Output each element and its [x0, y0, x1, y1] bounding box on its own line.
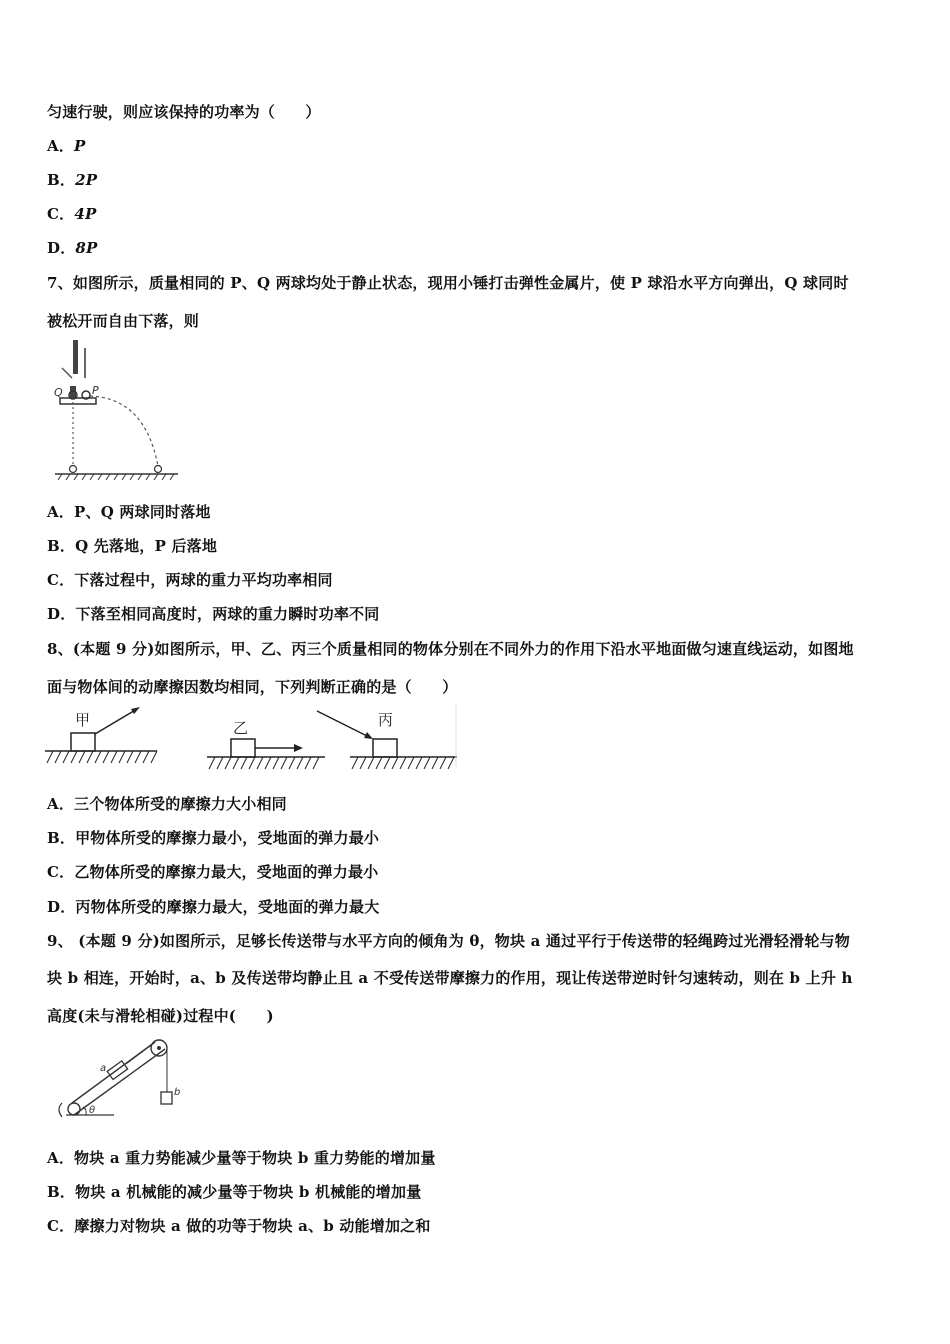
option-letter: A． — [47, 503, 75, 521]
q8-figure — [45, 703, 460, 773]
label-p: P — [92, 384, 99, 397]
option-letter: B． — [47, 1183, 76, 1201]
option-letter: B． — [47, 171, 76, 189]
q7-stem-line1: 7、如图所示，质量相同的 P、Q 两球均处于静止状态，现用小锤打击弹性金属片，使 P 球沿水平方向弹出，Q 球同时 — [47, 274, 849, 292]
q6-option-b[interactable] — [47, 169, 97, 190]
hammer-mark — [62, 368, 72, 378]
q8-option-d[interactable] — [47, 896, 379, 917]
option-text: 物块 a 机械能的减少量等于物块 b 机械能的增加量 — [75, 1183, 422, 1201]
q7-option-c[interactable] — [47, 569, 333, 590]
option-text: P — [74, 137, 86, 155]
q9-option-a[interactable] — [47, 1147, 436, 1168]
option-letter: B． — [47, 537, 76, 555]
metal-strip — [84, 348, 86, 378]
label-q: Q — [54, 386, 63, 399]
q9-option-b[interactable] — [47, 1181, 421, 1202]
q9-stem-line2: 块 b 相连，开始时，a、b 及传送带均静止且 a 不受传送带摩擦力的作用，现让传送带逆时针匀速转动，则在 b 上升 h — [47, 969, 853, 987]
option-text: 2P — [75, 171, 98, 189]
option-text: 下落至相同高度时，两球的重力瞬时功率不同 — [75, 605, 380, 623]
option-text: 4P — [74, 205, 97, 223]
option-letter: C． — [47, 1217, 75, 1235]
block-b — [161, 1092, 172, 1104]
q8-stem-line2: 面与物体间的动摩擦因数均相同，下列判断正确的是（ ） — [47, 678, 458, 696]
q7-option-b[interactable] — [47, 535, 217, 556]
object-jia — [45, 707, 157, 763]
option-letter: D． — [47, 898, 76, 916]
option-text: 物块 a 重力势能减少量等于物块 b 重力势能的增加量 — [74, 1149, 436, 1167]
option-letter: D． — [47, 239, 76, 257]
rotation-arrow — [59, 1103, 62, 1117]
hammer-handle — [73, 340, 78, 374]
q9-stem-line3: 高度(未与滑轮相碰)过程中( ) — [47, 1007, 274, 1025]
object-bing — [317, 703, 457, 769]
q8-option-a[interactable] — [47, 793, 287, 814]
option-letter: A． — [47, 1149, 75, 1167]
label-yi: 乙 — [233, 719, 249, 737]
option-text: 下落过程中，两球的重力平均功率相同 — [74, 571, 333, 589]
q6-option-c[interactable] — [47, 203, 96, 224]
option-text: 摩擦力对物块 a 做的功等于物块 a、b 动能增加之和 — [74, 1217, 431, 1235]
q9-figure — [52, 1033, 192, 1125]
label-theta: θ — [89, 1105, 96, 1116]
q8-option-c[interactable] — [47, 861, 378, 882]
q7-stem-line2: 被松开而自由下落，则 — [47, 312, 200, 330]
q9-stem-line1: 9、 (本题 9 分)如图所示，足够长传送带与水平方向的倾角为 θ，物块 a 通过平行于传送带的轻绳跨过光滑轻滑轮与物 — [47, 932, 850, 950]
option-letter: C． — [47, 863, 75, 881]
q6-stem-tail: 匀速行驶，则应该保持的功率为（ ） — [47, 103, 321, 121]
option-letter: B． — [47, 829, 76, 847]
q7-option-d[interactable] — [47, 603, 379, 624]
ball-p-landed — [155, 466, 162, 473]
q9-option-c[interactable] — [47, 1215, 431, 1236]
option-letter: C． — [47, 571, 75, 589]
option-text: 甲物体所受的摩擦力最小，受地面的弹力最小 — [75, 829, 380, 847]
label-bing: 丙 — [378, 711, 394, 729]
lower-roller — [68, 1103, 80, 1115]
label-jia: 甲 — [75, 711, 91, 729]
option-letter: A． — [47, 137, 75, 155]
q6-option-d[interactable] — [47, 237, 98, 258]
option-letter: D． — [47, 605, 76, 623]
option-text: Q 先落地，P 后落地 — [75, 537, 218, 555]
object-yi — [207, 719, 325, 769]
option-text: P、Q 两球同时落地 — [74, 503, 211, 521]
ground-hatch — [58, 474, 174, 480]
q7-option-a[interactable] — [47, 501, 211, 522]
option-letter: C． — [47, 205, 75, 223]
q8-stem-line1: 8、(本题 9 分)如图所示，甲、乙、丙三个质量相同的物体分别在不同外力的作用下沿水平地面做匀速直线运动，如图地 — [47, 640, 854, 658]
label-a: a — [100, 1063, 107, 1074]
label-b: b — [174, 1087, 181, 1098]
q6-option-a[interactable] — [47, 135, 86, 156]
ball-q-landed — [70, 466, 77, 473]
option-letter: A． — [47, 795, 75, 813]
q7-figure — [50, 338, 185, 488]
stand-base — [60, 398, 96, 404]
belt-bottom — [74, 1049, 165, 1115]
option-text: 乙物体所受的摩擦力最大，受地面的弹力最小 — [74, 863, 379, 881]
option-text: 丙物体所受的摩擦力最大，受地面的弹力最大 — [75, 898, 380, 916]
pulley-axle — [157, 1046, 161, 1050]
q8-option-b[interactable] — [47, 827, 379, 848]
option-text: 三个物体所受的摩擦力大小相同 — [74, 795, 287, 813]
option-text: 8P — [75, 239, 98, 257]
p-trajectory — [90, 396, 158, 466]
